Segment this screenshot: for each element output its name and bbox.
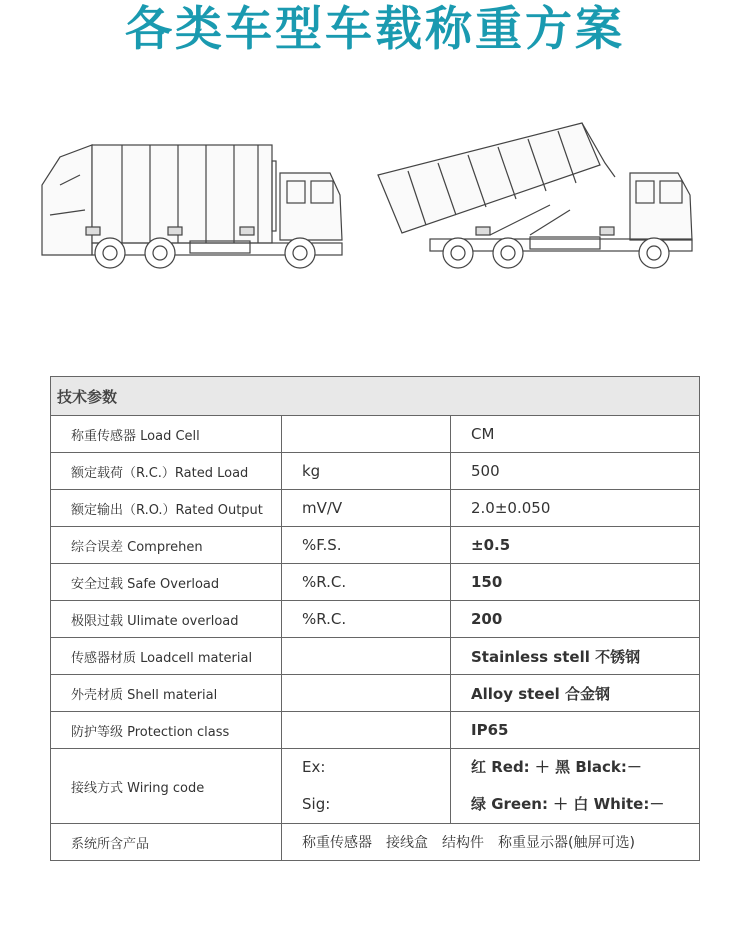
wiring-ex-label: Ex: [302, 758, 326, 776]
param-unit [282, 712, 451, 749]
param-value: ±0.5 [451, 527, 700, 564]
param-value: 150 [451, 564, 700, 601]
spec-table-header-row [51, 377, 700, 416]
table-row [51, 564, 700, 601]
param-name: 防护等级 Protection class [51, 712, 282, 749]
wiring-values [451, 749, 700, 824]
table-row [51, 638, 700, 675]
products-row [51, 824, 700, 861]
param-unit: %R.C. [282, 601, 451, 638]
param-value: 2.0±0.050 [451, 490, 700, 527]
table-row [51, 601, 700, 638]
truck-illustrations [30, 115, 720, 285]
param-name: 安全过载 Safe Overload [51, 564, 282, 601]
wiring-row [51, 749, 700, 824]
dump-truck-drawing [378, 123, 692, 268]
param-unit: kg [282, 453, 451, 490]
param-unit: %F.S. [282, 527, 451, 564]
table-row [51, 453, 700, 490]
param-unit [282, 638, 451, 675]
table-row [51, 675, 700, 712]
param-unit: %R.C. [282, 564, 451, 601]
wiring-name: 接线方式 Wiring code [51, 749, 282, 824]
products-value: 称重传感器 接线盒 结构件 称重显示器(触屏可选) [282, 824, 700, 861]
table-row [51, 416, 700, 453]
table-row [51, 490, 700, 527]
compactor-truck-drawing [42, 145, 342, 268]
param-unit: mV/V [282, 490, 451, 527]
param-unit [282, 675, 451, 712]
table-row [51, 527, 700, 564]
param-name: 综合误差 Comprehen [51, 527, 282, 564]
param-unit [282, 416, 451, 453]
spec-table-header: 技术参数 [51, 377, 700, 416]
table-row [51, 712, 700, 749]
param-value: CM [451, 416, 700, 453]
param-name: 极限过载 Ulimate overload [51, 601, 282, 638]
param-name: 外壳材质 Shell material [51, 675, 282, 712]
param-name: 称重传感器 Load Cell [51, 416, 282, 453]
param-value: 200 [451, 601, 700, 638]
products-name: 系统所含产品 [51, 824, 282, 861]
param-value: 500 [451, 453, 700, 490]
param-name: 额定输出（R.O.）Rated Output [51, 490, 282, 527]
wiring-sig-value: 绿 Green: ＋ 白 White:－ [471, 795, 665, 813]
param-value: Stainless stell 不锈钢 [451, 638, 700, 675]
wiring-sig-label: Sig: [302, 795, 331, 813]
param-name: 额定载荷（R.C.）Rated Load [51, 453, 282, 490]
spec-table [50, 376, 700, 861]
param-value: Alloy steel 合金钢 [451, 675, 700, 712]
param-name: 传感器材质 Loadcell material [51, 638, 282, 675]
wiring-ex-value: 红 Red: ＋ 黑 Black:－ [471, 758, 642, 776]
page-title: 各类车型车载称重方案 [125, 2, 625, 57]
wiring-labels [282, 749, 451, 824]
param-value: IP65 [451, 712, 700, 749]
